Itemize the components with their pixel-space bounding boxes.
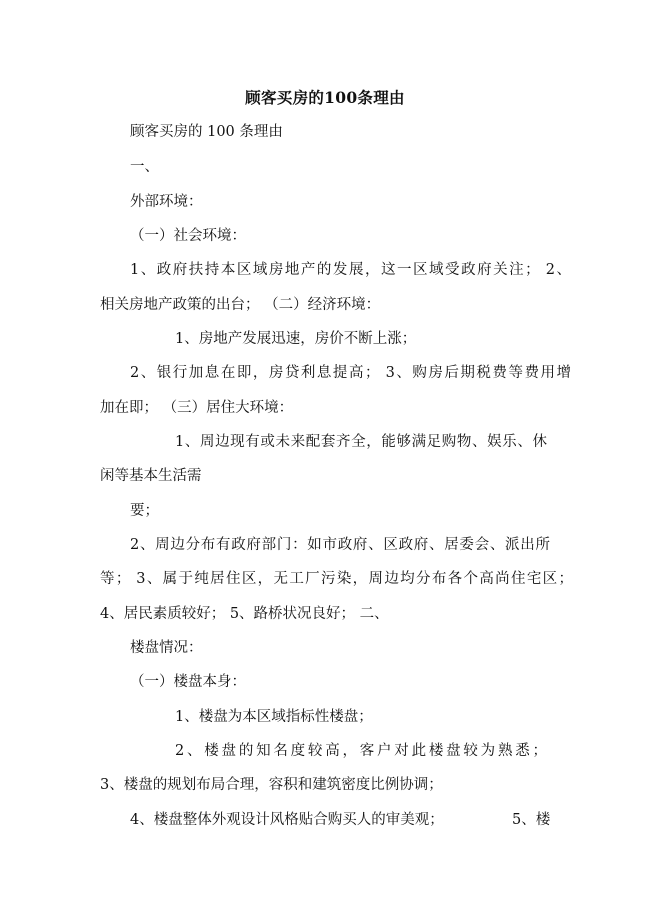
text-line: 一、	[130, 159, 159, 175]
text-line: 1、房地产发展迅速，房价不断上涨；	[175, 331, 417, 347]
text-line: 5、楼	[512, 812, 551, 828]
text-line: 加在即； （三）居住大环境：	[100, 400, 294, 416]
text-line: （一）楼盘本身：	[130, 674, 246, 690]
text-line: 2、楼盘的知名度较高，客户对此楼盘较为熟悉；	[175, 743, 547, 759]
text-line: 1、政府扶持本区域房地产的发展，这一区域受政府关注； 2、	[130, 262, 571, 278]
text-line: 4、居民素质较好； 5、路桥状况良好； 二、	[100, 606, 389, 622]
text-line: 要；	[130, 503, 159, 519]
text-line: 楼盘情况：	[130, 640, 203, 656]
text-line: 1、楼盘为本区域指标性楼盘；	[175, 709, 373, 725]
text-line: 等； 3、属于纯居住区，无工厂污染，周边均分布各个高尚住宅区；	[100, 571, 573, 587]
text-line: 4、楼盘整体外观设计风格贴合购买人的审美观；	[130, 812, 444, 828]
text-line: 2、周边分布有政府部门：如市政府、区政府、居委会、派出所	[130, 537, 550, 553]
text-line: 3、楼盘的规划布局合理，容积和建筑密度比例协调；	[100, 777, 443, 793]
text-line: 外部环境：	[130, 194, 203, 210]
text-line: 1、周边现有或未来配套齐全，能够满足购物、娱乐、休	[175, 434, 547, 450]
text-line: （一）社会环境：	[130, 228, 246, 244]
document-title: 顾客买房的100条理由	[245, 88, 405, 107]
text-line: 相关房地产政策的出台； （二）经济环境：	[100, 297, 381, 313]
text-line: 闲等基本生活需	[100, 468, 202, 484]
text-line: 顾客买房的 100 条理由	[130, 124, 283, 140]
text-line: 2、银行加息在即，房贷利息提高； 3、购房后期税费等费用增	[130, 365, 571, 381]
